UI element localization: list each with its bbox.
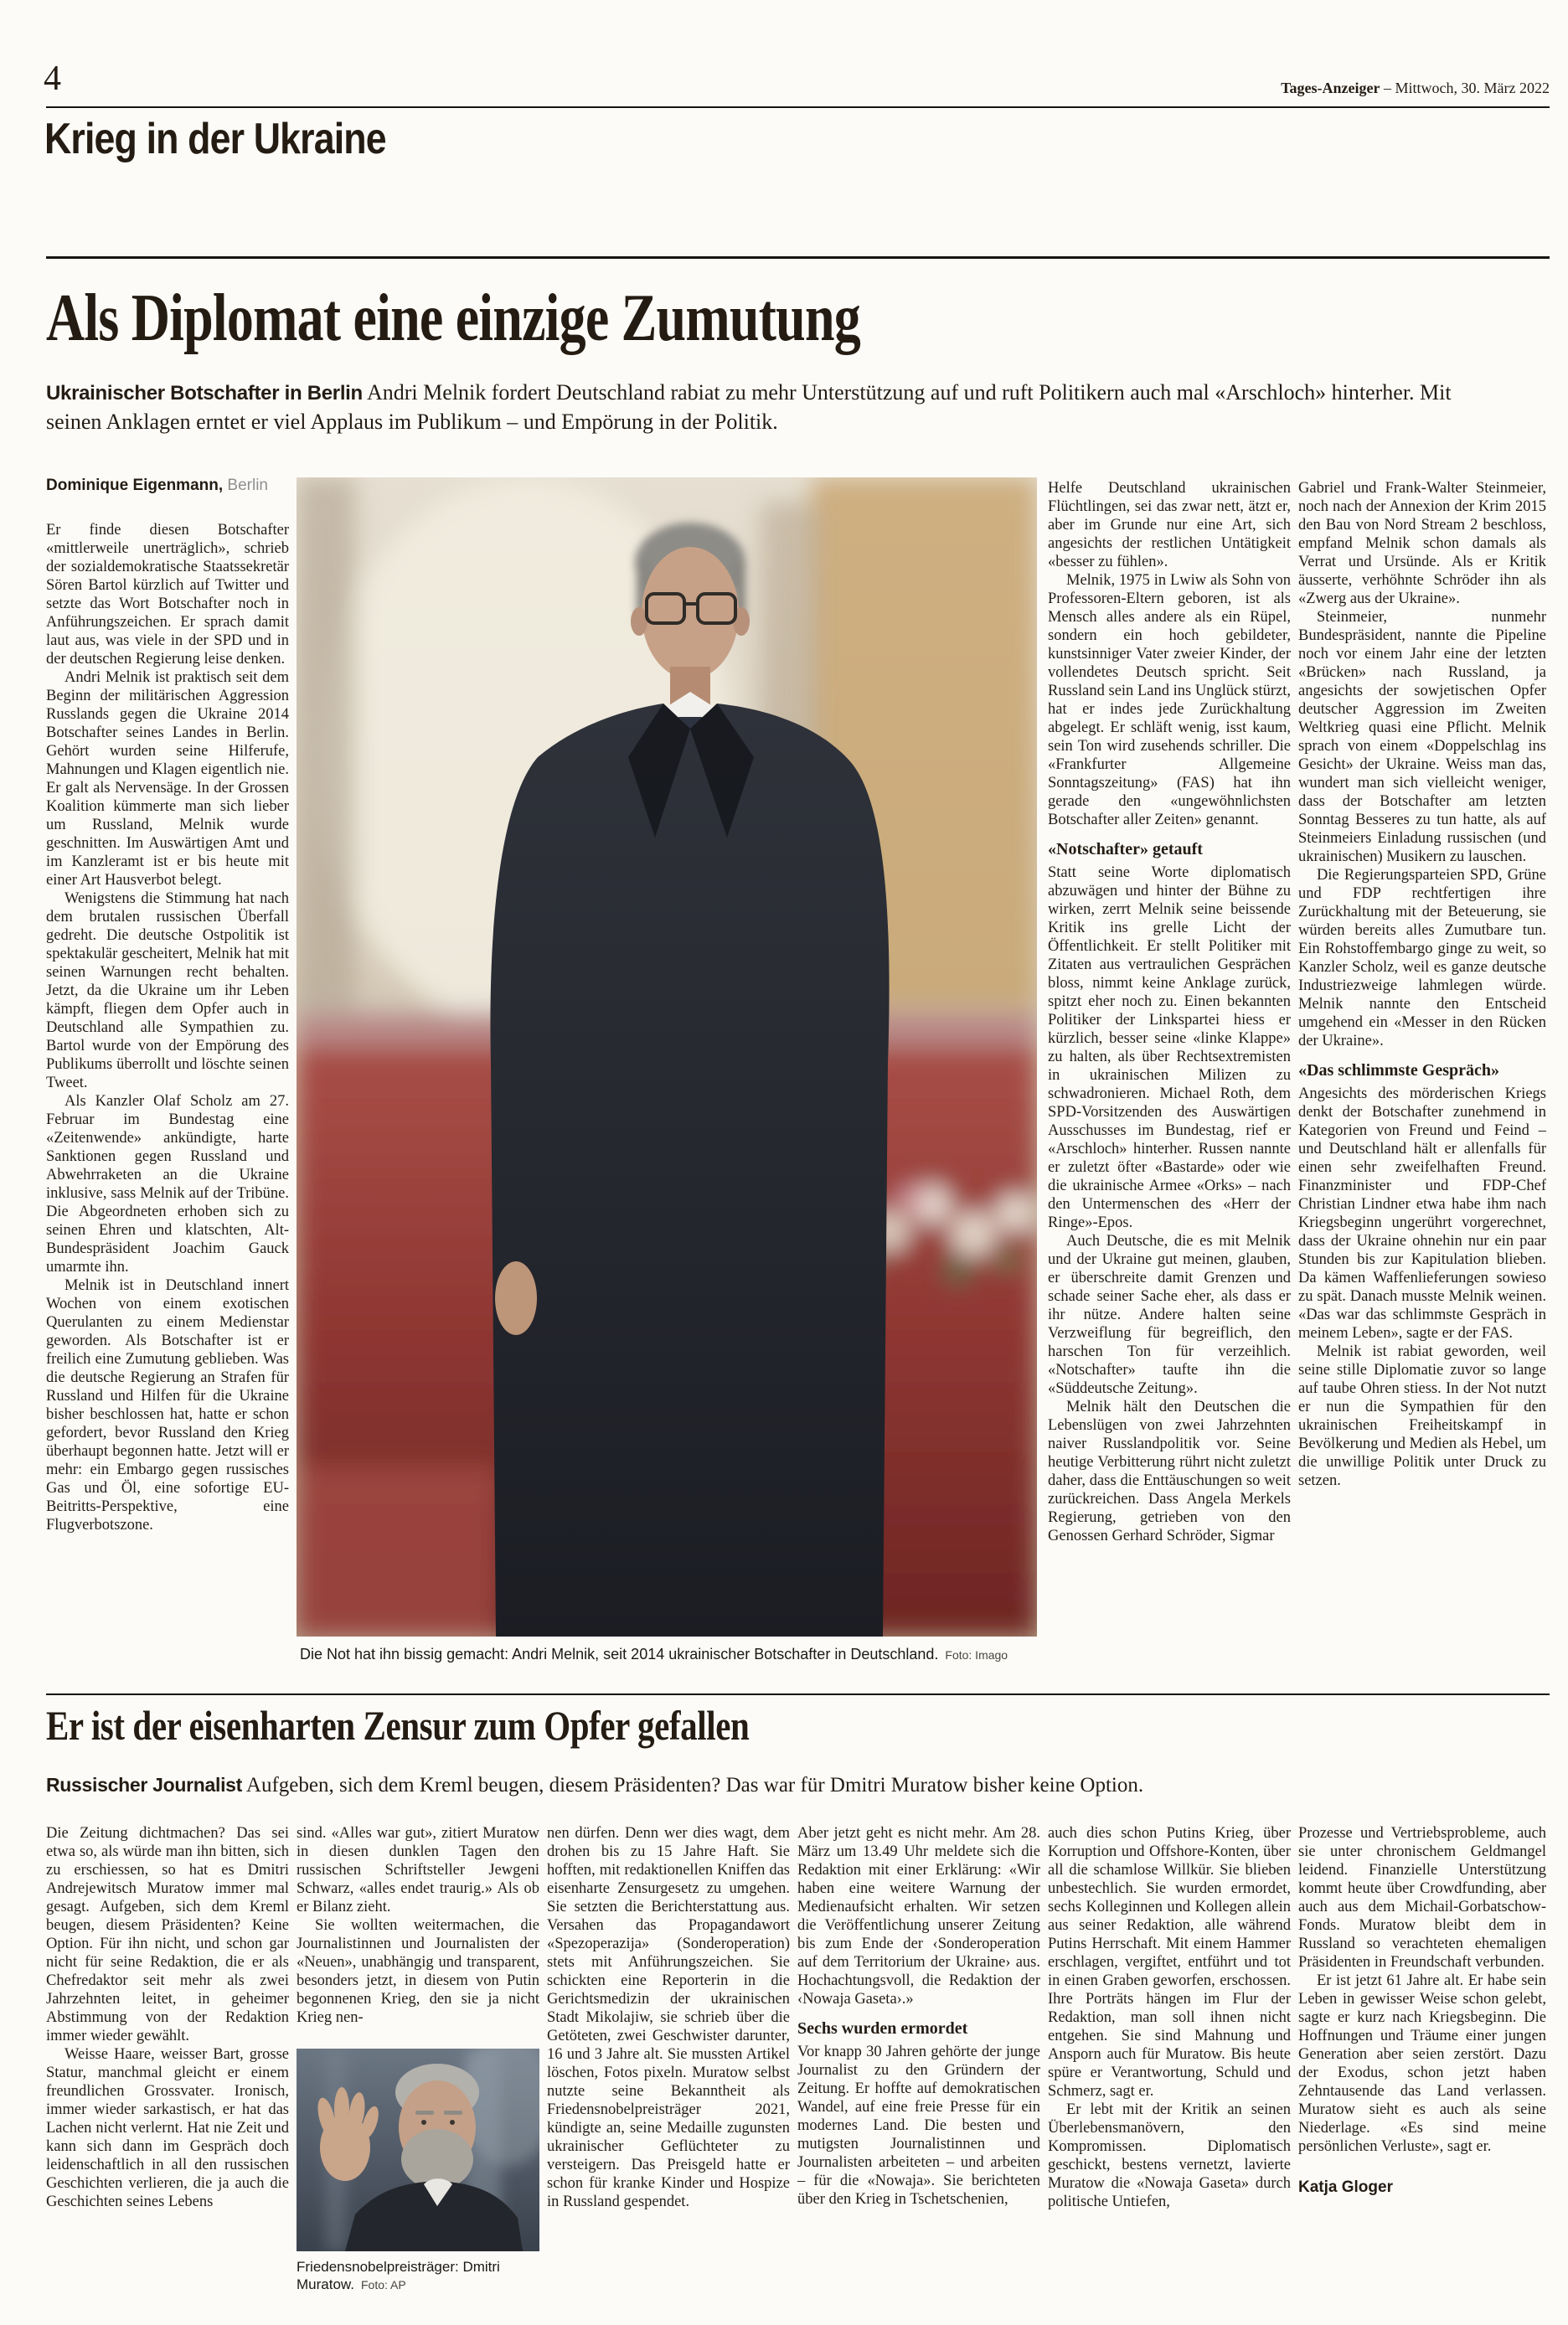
paragraph: Aber jetzt geht es nicht mehr. Am 28. März um 13.49 Uhr meldete sich die Redaktion mit einer Erklärung: «Wir haben eine weitere Warnung der Medienaufsicht erhalten. Wir setzen die Veröffentlichung unserer Zeitung bis zum Ende der ‹Sonderoperation auf dem Territorium der Ukraine› aus. Hochachtungsvoll, die Redaktion der ‹Nowaja Gaseta›.»: [797, 1825, 1040, 2008]
muratow-photo-illustration: [297, 2049, 539, 2251]
paragraph: Weisse Haare, weisser Bart, grosse Statur, manchmal gleicht er einem freundlichen Grossvater. Ironisch, immer wieder sarkastisch, er hat das Lachen nicht verlernt. Hat nie Zeit und kann sich dann im Gespräch doch leidenschaftlich in all den russischen Geschichten verlieren, die ja auch die Geschichten seines Lebens: [46, 2046, 289, 2210]
paragraph: Melnik hält den Deutschen die Lebenslügen von zwei Jahrzehnten naiver Russlandpolitik vor. Seine heutige Verbitterung rührt nicht zuletzt daher, dass die Enttäuschungen so weit zurückreichen. Dass Angela Merkels Regierung, getrieben von den Genossen Gerhard Schröder, Sigmar: [1048, 1399, 1291, 1544]
article2-lead-text: Aufgeben, sich dem Kreml beugen, diesem Präsidenten? Das war für Dmitri Muratow bisher keine Option.: [245, 1774, 1144, 1797]
paragraph: Als Kanzler Olaf Scholz am 27. Februar im Bundestag eine «Zeitenwende» ankündigte, harte Sanktionen gegen Russland und Abwehrraketen an die Ukraine inklusive, sass Melnik auf der Tribüne. Die Abgeordneten erhoben sich zu seinen Ehren und klatschten, Alt-Bundespräsident Joachim Gauck umarmte ihn.: [46, 1093, 289, 1276]
article2-column-3: [547, 1824, 790, 2325]
paragraph: Melnik ist rabiat geworden, weil seine stille Diplomatie zuvor so lange auf taube Ohren stiess. In der Not nutzt er nun die Sympathien für den ukrainischen Freiheitskampf in Bevölkerung und Medien als Hebel, um die unwillige Politik unter Druck zu setzen.: [1298, 1343, 1546, 1489]
paragraph: Die Regierungsparteien SPD, Grüne und FDP rechtfertigen ihre Zurückhaltung mit der Beteuerung, sie würden bereits alles Zumutbare tun. Ein Rohstoffembargo ginge zu weit, so Kanzler Scholz, weil es ganze deutsche Industriezweige lahmlegen würde. Melnik nannte den Entscheid umgehend ein «Messer in den Rücken der Ukraine».: [1298, 867, 1546, 1049]
masthead-date: – Mittwoch, 30. März 2022: [1380, 80, 1550, 96]
paragraph: Vor knapp 30 Jahren gehörte der junge Journalist zu den Gründern der Zeitung. Er hoffte auf demokratischen Wandel, auf eine freie Presse für ein modernes Land. Die besten und mutigsten Journalistinnen und Journalisten arbeiteten – und arbeiten – für die «Nowaja». Sie berichteten über den Krieg in Tschetschenien,: [797, 2044, 1040, 2208]
melnik-photo-illustration: [297, 477, 1037, 1637]
paragraph: Die Zeitung dichtmachen? Das sei etwa so, als würde man ihn bitten, sich zu erschiessen, so hat es Dmitri Andrejewitsch Muratow immer mal gesagt. Aufgeben, sich dem Kreml beugen, diesem Präsidenten? Keine Option. Für ihn nicht, und schon gar nicht für seine Redaktion, die er als Chefredaktor seit mehr als zwei Jahrzehnten leitet, in geheimer Abstimmung von der Redaktion immer wieder gewählt.: [46, 1825, 289, 2044]
article2-column-4: [797, 1824, 1040, 2325]
article1-lead: [46, 379, 1462, 436]
article1-column-3: [1048, 479, 1291, 1683]
paragraph: Er ist jetzt 61 Jahre alt. Er habe sein Leben in gewisser Weise schon gelebt, sagte er kurz nach Kriegsbeginn. Die Hoffnungen und Träume einer jungen Generation aber seien zerstört. Dazu der Exodus, schon jetzt haben Zehntausende das Land verlassen. Muratow sieht es auch als seine Niederlage. «Es sind meine persönlichen Verluste», sagt er.: [1298, 1972, 1546, 2155]
byline-place: Berlin: [227, 477, 268, 494]
paragraph: Angesichts des mörderischen Kriegs denkt der Botschafter zunehmend in Kategorien von Freund und Feind – und Deutschland hält er allenfalls für einen sehr zweifelhaften Freund. Finanzminister und FDP-Chef Christian Lindner etwa habe ihm nach Kriegsbeginn ungerührt vorgerechnet, dass der Ukraine ohnehin nur ein paar Stunden bis zur Kapitulation blieben. Da kämen Waffenlieferungen sowieso zu spät. Danach musste Melnik weinen. «Das war das schlimmste Gespräch in meinem Leben», sagte er der FAS.: [1298, 1085, 1546, 1342]
byline-name: Dominique Eigenmann,: [46, 477, 224, 494]
masthead-title: Tages-Anzeiger: [1281, 80, 1380, 96]
article2-column-6: [1298, 1824, 1546, 2325]
paragraph: auch dies schon Putins Krieg, über Korruption und Offshore-Konten, über all die schamlose Willkür. Sie blieben unbestechlich. Sie wurden ermordet, sechs Kolleginnen und Kollegen allein aus seiner Redaktion, alle während Putins Herrschaft. Mit einem Hammer erschlagen, vergiftet, entführt und tot in einen Graben geworfen, erschossen. Ihre Porträts hängen im Flur der Redaktion, man soll ihnen nicht entgehen. Sie sind Mahnung und Ansporn auch für Muratow. Bis heute spüre er Verantwortung, Schuld und Schmerz, sagt er.: [1048, 1825, 1291, 2100]
paragraph: Steinmeier, nunmehr Bundespräsident, nannte die Pipeline noch vor einem Jahr eine der letzten «Brücken» nach Russland, ja angesichts der sowjetischen Opfer deutscher Aggression im Zweiten Weltkrieg quasi eine Pflicht. Melnik sprach von einem «Doppelschlag ins Gesicht» der Ukraine. Weiss man das, wundert man sich vielleicht weniger, dass der Botschafter am letzten Sonntag Besseres zu tun hatte, als auf Steinmeiers Einladung russischen (und ukrainischen) Musikern zu lauschen.: [1298, 609, 1546, 865]
subhead: «Notschafter» getauft: [1048, 840, 1203, 858]
muratow-photo: [297, 2049, 539, 2251]
article2-kicker: Russischer Journalist: [46, 1774, 243, 1796]
article2-column-1: [46, 1824, 289, 2325]
paragraph: nen dürfen. Denn wer dies wagt, dem drohen bis zu 15 Jahre Haft. Sie hofften, mit redaktionellen Kniffen das eisenharte Zensurgesetz zu umgehen. Sie setzten die Berichterstattung aus. Versahen das Propagandawort «Spezoperazija» (Sonderoperation) stets mit Anführungszeichen. Sie schickten eine Reporterin in die Gerichtsmedizin der ukrainischen Stadt Mikolajiw, sie schrieb über die Getöteten, zwei Geschwister darunter, 16 und 3 Jahre alt. Sie mussten Artikel löschen, Fotos pixeln. Muratow selbst nutzte seine Bekanntheit als Friedensnobelpreisträger 2021, kündigte an, seine Medaille zugunsten ukrainischer Geflüchteter zu versteigern. Das Preisgeld hatte er schon für kranke Kinder und Hospize in Russland gespendet.: [547, 1825, 790, 2210]
article2-lead: [46, 1771, 1512, 1800]
paragraph: Er finde diesen Botschafter «mittlerweile unerträglich», schrieb der sozialdemokratische Staatssekretär Sören Bartol kürzlich auf Twitter und setzte das Wort Botschafter noch in Anführungszeichen. Er sprach damit laut aus, was viele in der SPD und in der deutschen Regierung leise denken.: [46, 522, 289, 668]
section-title: Krieg in der Ukraine: [44, 115, 386, 163]
masthead: [46, 79, 1550, 97]
article1-column-4: [1298, 479, 1546, 1683]
paragraph: Prozesse und Vertriebsprobleme, auch sie unter chronischem Geldmangel leidend. Finanzielle Unterstützung kommt heute über Crowdfunding, aber auch aus dem Michail-Gorbatschow-Fonds. Muratow bleibt dem in Russland so verachteten ehemaligen Präsidenten in Freundschaft verbunden.: [1298, 1825, 1546, 1971]
article1-photo-caption: Die Not hat ihn bissig gemacht: Andri Melnik, seit 2014 ukrainischer Botschafter in Deutschland. Foto: Imago: [300, 1646, 1008, 1663]
article2-column-2-text: [297, 1824, 539, 2047]
subhead: Sechs wurden ermordet: [797, 2019, 968, 2038]
header-rule: [46, 106, 1550, 108]
article2-photo-caption: Friedensnobelpreisträger: Dmitri Muratow. Foto: AP: [297, 2259, 500, 2292]
article2-headline: Er ist der eisenharten Zensur zum Opfer gefallen: [46, 1702, 750, 1749]
article1-kicker: Ukrainischer Botschafter in Berlin: [46, 382, 363, 405]
paragraph: Wenigstens die Stimmung hat nach dem brutalen russischen Überfall gedreht. Die deutsche Ostpolitik ist spektakulär gescheitert, Melnik hat mit seinen Warnungen recht behalten. Jetzt, da die Ukraine um ihr Leben kämpft, fliegen dem Opfer auch in Deutschland alle Sympathien zu. Bartol wurde von der Empörung des Publikums überrollt und löschte seinen Tweet.: [46, 890, 289, 1091]
article1-photo-credit: Foto: Imago: [945, 1648, 1008, 1662]
paragraph: sind. «Alles war gut», zitiert Muratow in diesen dunklen Tagen den russischen Schriftsteller Jewgeni Schwarz, «alles endet traurig.» Als ob er Bilanz zieht.: [297, 1825, 539, 1915]
paragraph: Auch Deutsche, die es mit Melnik und der Ukraine gut meinen, glauben, er überschreite damit Grenzen und schade seiner Sache eher, als dass er ihr nütze. Andere halten seine Verzweiflung für begreiflich, den harschen Ton für verzeihlich. «Notschafter» taufte ihn die «Süddeutsche Zeitung».: [1048, 1233, 1291, 1397]
paragraph: Gabriel und Frank-Walter Steinmeier, noch nach der Annexion der Krim 2015 den Bau von Nord Stream 2 beschloss, empfand Melnik schon damals als Verrat und Ursünde. Als er Kritik äusserte, verhöhnte Schröder ihn als «Zwerg aus der Ukraine».: [1298, 480, 1546, 607]
article1-lead-text: Andri Melnik fordert Deutschland rabiat zu mehr Unterstützung auf und ruft Politikern auch mal «Arschloch» hinterher. Mit seinen Anklagen erntet er viel Applaus im Publikum – und Empörung in der Politik.: [46, 380, 1452, 434]
paragraph: Sie wollten weitermachen, die Journalistinnen und Journalisten der «Neuen», unabhängig und transparent, besonders jetzt, in diesem von Putin begonnenen Krieg, den sie ja nicht Krieg nen-: [297, 1917, 539, 2026]
page-number: 4: [44, 59, 61, 98]
article1-column-1: [46, 521, 289, 1685]
paragraph: Helfe Deutschland ukrainischen Flüchtlingen, sei das zwar nett, ätzt er, aber im Grunde nur eine Art, sich angesichts der restlichen Untätigkeit «besser zu fühlen».: [1048, 480, 1291, 570]
article-divider-rule: [46, 1693, 1550, 1695]
paragraph: Andri Melnik ist praktisch seit dem Beginn der militärischen Aggression Russlands gegen die Ukraine 2014 Botschafter seines Landes in Berlin. Gehört wurden seine Hilferufe, Mahnungen und Klagen eigentlich nie. Er galt als Nervensäge. In der Grossen Koalition kümmerte man sich lieber um Russland, Melnik wurde geschnitten. Im Auswärtigen Amt und im Kanzleramt ist er bis heute mit einer Art Hausverbot belegt.: [46, 669, 289, 889]
article2-photo-credit: Foto: AP: [360, 2278, 406, 2291]
paragraph: Statt seine Worte diplomatisch abzuwägen und hinter der Bühne zu wirken, zerrt Melnik seine beissende Kritik ins grelle Licht der Öffentlichkeit. Er stellt Politiker mit Zitaten aus vertraulichen Gesprächen bloss, nimmt keine Anklage zurück, spitzt eher noch zu. Einen bekannten Politiker der Linkspartei hiess er kürzlich, besser seine «linke Klappe» zu halten, als über Rechtsextremisten in ukrainischen Milizen zu schwadronieren. Michael Roth, dem SPD-Vorsitzenden des Auswärtigen Ausschusses im Bundestag, rief er «Arschloch» hinterher. Russen nannte er zuletzt öfter «Bastarde» oder wie die ukrainische Armee «Orks» – nach den Untermenschen des «Herr der Ringe»-Epos.: [1048, 864, 1291, 1231]
article1-headline: Als Diplomat eine einzige Zumutung: [46, 281, 860, 355]
melnik-photo: [297, 477, 1037, 1637]
article1-byline: [46, 476, 268, 495]
article2-column-2: [297, 1824, 539, 2325]
subhead: «Das schlimmste Gespräch»: [1298, 1061, 1499, 1080]
paragraph: Melnik ist in Deutschland innert Wochen von einem exotischen Querulanten zu einem Medienstar geworden. Als Botschafter ist er freilich eine Zumutung geblieben. Was die deutsche Regierung an Strafen für Russland und Hilfen für die Ukraine bisher beschlossen hat, hatte er schon gefordert, bevor Russland den Krieg überhaupt begonnen hatte. Jetzt will er mehr: ein Embargo gegen russisches Gas und Öl, eine sofortige EU-Beitritts-Perspektive, eine Flugverbotszone.: [46, 1277, 289, 1534]
author-signature: Katja Gloger: [1298, 2178, 1393, 2196]
paragraph: Melnik, 1975 in Lwiw als Sohn von Professoren-Eltern geboren, ist als Mensch alles andere als ein Rüpel, sondern ein hoch gebildeter, kunstsinniger Vater zweier Kinder, der vollendetes Deutsch spricht. Seit Russland sein Land ins Unglück stürzt, hat er indes jede Zurückhaltung abgelegt. Er schläft wenig, isst kaum, sein Ton wird zusehends schriller. Die «Frankfurter Allgemeine Sonntagszeitung» (FAS) hat ihn gerade den «ungewöhnlichsten Botschafter aller Zeiten» genannt.: [1048, 572, 1291, 828]
section-rule: [46, 256, 1550, 259]
paragraph: Er lebt mit der Kritik an seinen Überlebensmanövern, den Kompromissen. Diplomatisch geschickt, bestens vernetzt, lavierte Muratow die «Nowaja Gaseta» durch politische Untiefen,: [1048, 2101, 1291, 2210]
article2-column-5: [1048, 1824, 1291, 2325]
